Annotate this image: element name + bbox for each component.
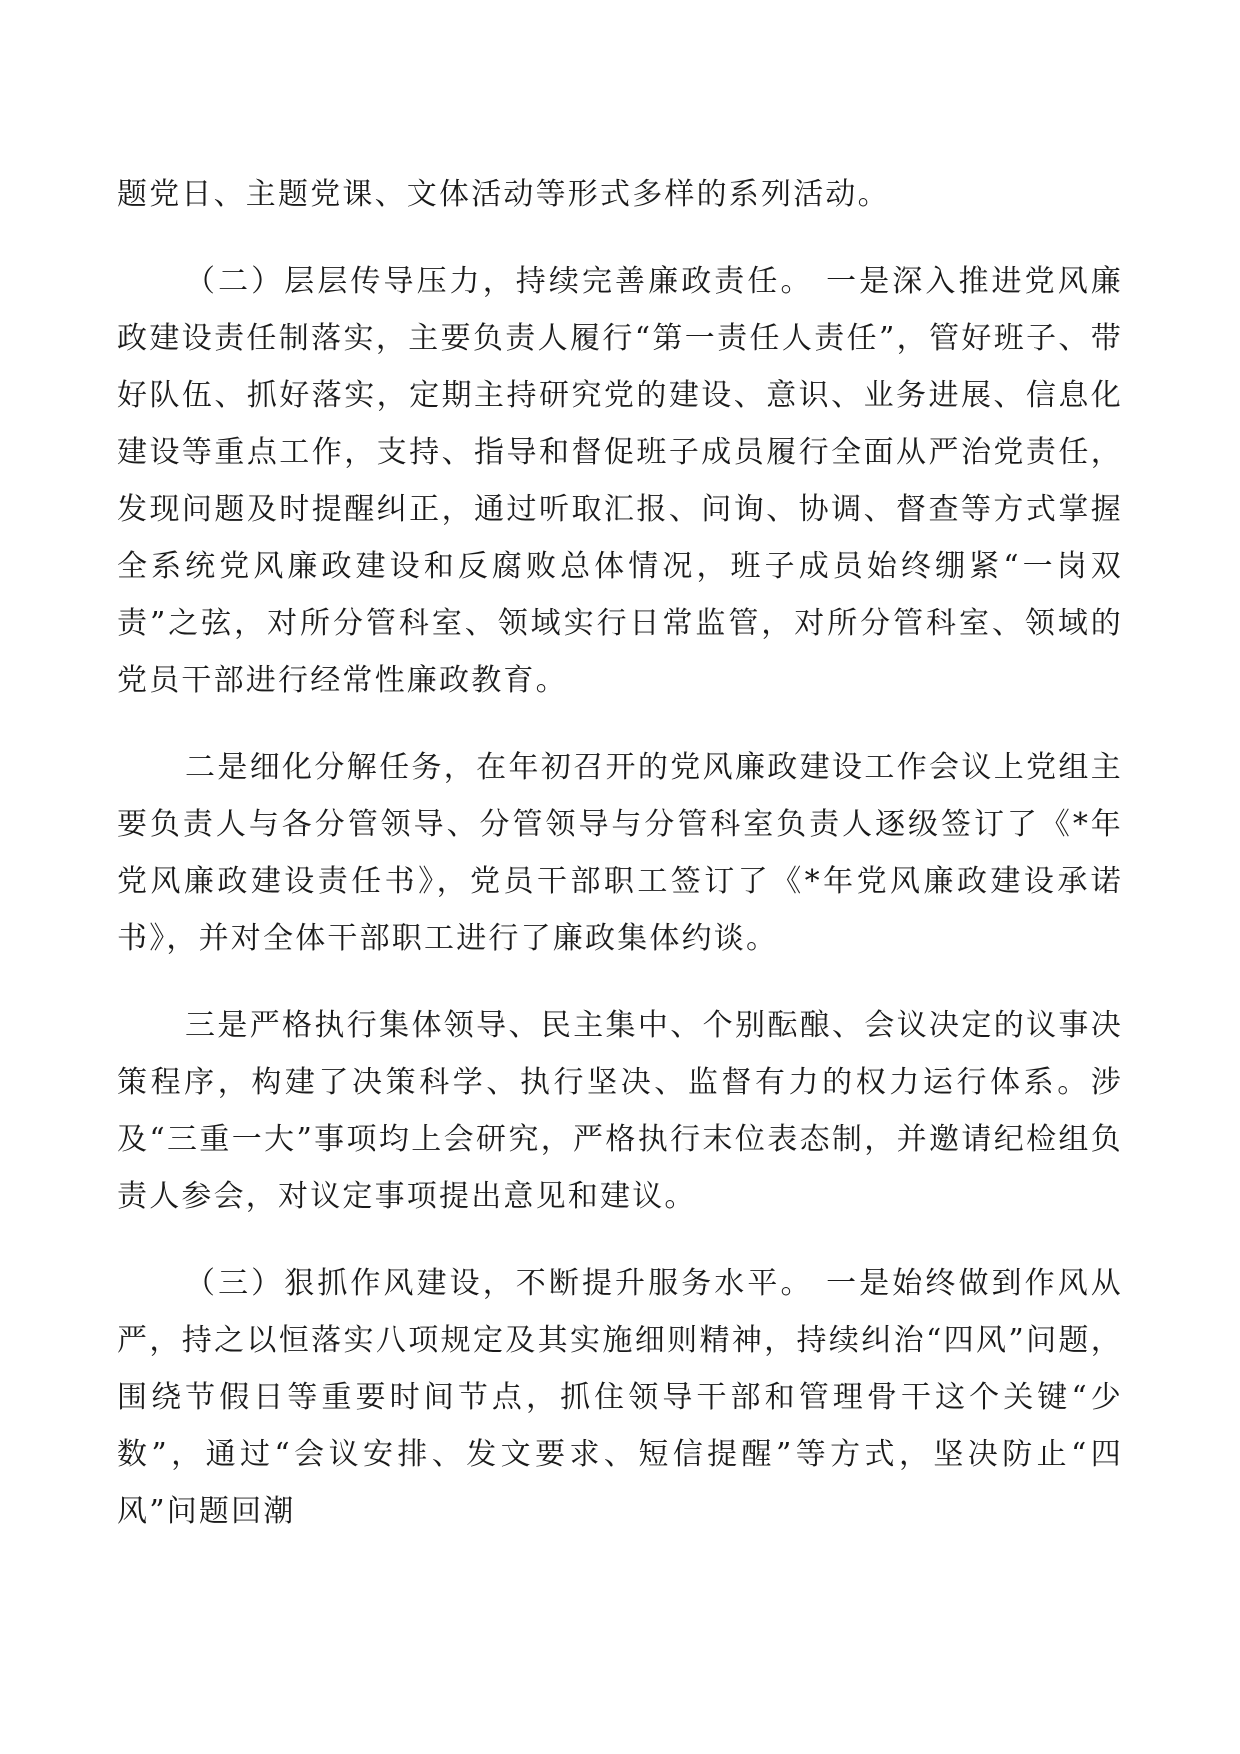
- paragraph-section-three: （三）狠抓作风建设，不断提升服务水平。 一是始终做到作风从严，持之以恒落实八项规定及其实施细则精神，持续纠治“四风”问题，围绕节假日等重要时间节点，抓住领导干部和管理骨干这个关键“少数”，通过“会议安排、发文要求、短信提醒”等方式，坚决防止“四风”问题回潮: [117, 1266, 1123, 1529]
- paragraph-gap: [117, 223, 1123, 253]
- paragraph-gap: [117, 967, 1123, 997]
- paragraph-point-two: 二是细化分解任务，在年初召开的党风廉政建设工作会议上党组主要负责人与各分管领导、分管领导与分管科室负责人逐级签订了《*年党风廉政建设责任书》，党员干部职工签订了《*年党风廉政建设承诺书》，并对全体干部职工进行了廉政集体约谈。: [117, 750, 1123, 956]
- paragraph-section-two: （二）层层传导压力，持续完善廉政责任。 一是深入推进党风廉政建设责任制落实，主要负责人履行“第一责任人责任”，管好班子、带好队伍、抓好落实，定期主持研究党的建设、意识、业务进展、信息化建设等重点工作，支持、指导和督促班子成员履行全面从严治党责任，发现问题及时提醒纠正，通过听取汇报、问询、协调、督查等方式掌握全系统党风廉政建设和反腐败总体情况，班子成员始终绷紧“一岗双责”之弦，对所分管科室、领域实行日常监管，对所分管科室、领域的党员干部进行经常性廉政教育。: [117, 264, 1123, 698]
- paragraph-gap: [117, 709, 1123, 739]
- paragraph-gap: [117, 1225, 1123, 1255]
- paragraph-point-three: 三是严格执行集体领导、民主集中、个别酝酿、会议决定的议事决策程序，构建了决策科学、执行坚决、监督有力的权力运行体系。涉及“三重一大”事项均上会研究，严格执行末位表态制，并邀请纪检组负责人参会，对议定事项提出意见和建议。: [117, 1008, 1123, 1214]
- document-body: [117, 166, 1123, 1540]
- paragraph-continuation: 题党日、主题党课、文体活动等形式多样的系列活动。: [117, 177, 890, 212]
